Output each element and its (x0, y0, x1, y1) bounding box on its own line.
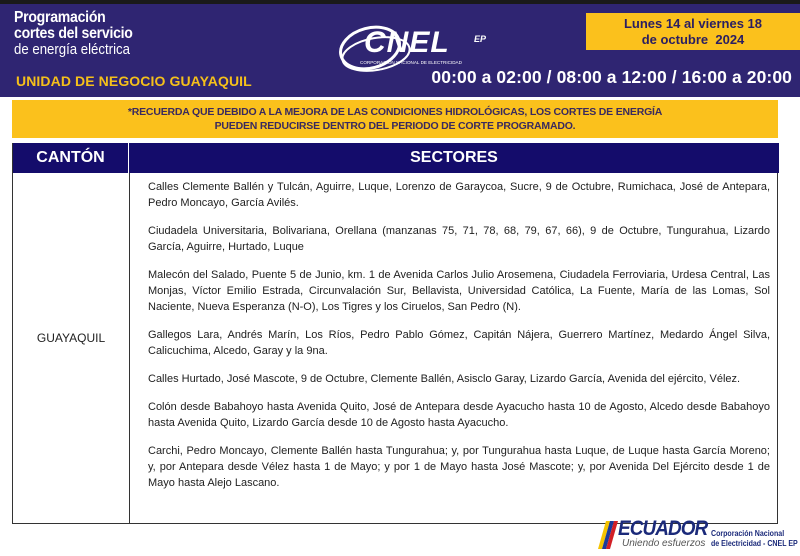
corporation-label (711, 529, 798, 549)
column-header-canton: CANTÓN (13, 143, 129, 173)
sector-item: Gallegos Lara, Andrés Marín, Los Ríos, Pedro Pablo Gómez, Capitán Nájera, Guerrero Martínez, Medardo Ángel Silva, Calicuchima, Alcedo, Garay y la 9na. (148, 329, 770, 357)
column-header-sectores: SECTORES (410, 149, 498, 166)
title-line-2: cortes del servicio (14, 25, 133, 42)
sector-item: Calles Clemente Ballén y Tulcán, Aguirre, Luque, Lorenzo de Garaycoa, Sucre, 9 de Octubre, Rumichaca, José de Antepara, Pedro Moncayo, García Avilés. (148, 181, 770, 209)
page-title (14, 10, 149, 58)
svg-text:CNEL: CNEL (364, 26, 450, 59)
sector-item: Carchi, Pedro Moncayo, Clemente Ballén hasta Tungurahua; y, por Tungurahua hasta Luque, de Luque hasta García Moreno; y, por Antepara desde Vélez hasta 1 de Mayo; y por 1 de Mayo hasta José Mascote; y, por Avenida Del Ejército desde 1 de Mayo hasta Alejo Lascano. (148, 445, 770, 489)
column-divider (129, 173, 130, 524)
svg-text:EP: EP (474, 34, 487, 44)
sector-item: Calles Hurtado, José Mascote, 9 de Octubre, Clemente Ballén, Asisclo Garay, Lizardo García, Avenida del ejército, Vélez. (148, 373, 741, 385)
corp-line-1: Corporación Nacional (711, 529, 785, 538)
ecuador-brand: ECUADOR (618, 517, 708, 540)
business-unit-label: UNIDAD DE NEGOCIO GUAYAQUIL (16, 73, 252, 89)
sectors-cell (148, 179, 770, 503)
table-header (13, 143, 779, 173)
date-range-box (586, 13, 800, 50)
date-line-1: Lunes 14 al viernes 18 (623, 16, 763, 31)
ecuador-flag-stripes-icon (598, 521, 618, 549)
title-line-1: Programación (14, 9, 106, 26)
title-line-3: de energía eléctrica (14, 41, 130, 58)
notice-line-1: *RECUERDA QUE DEBIDO A LA MEJORA DE LAS CONDICIONES HIDROLÓGICAS, LOS CORTES DE ENERGÍA (127, 106, 663, 118)
schedule-table (12, 143, 778, 524)
sector-item: Malecón del Salado, Puente 5 de Junio, km. 1 de Avenida Carlos Julio Arosemena, Ciudadela Ferroviaria, Urdesa Central, Las Monjas, Víctor Emilio Estrada, Circunvalación Sur, Bellavista, Universidad Católica, La Fuente, María de las Lomas, Sol Naciente, Nueva Esperanza (N-O), Los Tigres y los Ciruelos, San Pedro (N). (148, 269, 770, 313)
notice-banner (12, 100, 778, 138)
corp-line-2: de Electricidad - CNEL EP (711, 539, 798, 548)
date-line-2: de octubre 2024 (641, 32, 745, 47)
outage-hours: 00:00 a 02:00 / 08:00 a 12:00 / 16:00 a 20:00 (431, 67, 792, 87)
canton-cell: GUAYAQUIL (36, 331, 106, 345)
svg-text:CORPORACIÓN NACIONAL DE ELECTR: CORPORACIÓN NACIONAL DE ELECTRICIDAD (360, 60, 462, 65)
notice-line-2: PUEDEN REDUCIRSE DENTRO DEL PERIODO DE CORTE PROGRAMADO. (214, 120, 576, 132)
ecuador-slogan: Uniendo esfuerzos (622, 538, 706, 549)
sector-item: Colón desde Babahoyo hasta Avenida Quito, José de Antepara desde Ayacucho hasta 10 de Agosto, Alcedo desde Babahoyo hasta Avenida Quito, Lizardo García desde 10 de Agosto hasta Ayacucho. (148, 401, 770, 429)
sector-item: Ciudadela Universitaria, Bolivariana, Orellana (manzanas 75, 71, 78, 68, 79, 67, 66), 9 de Octubre, Tungurahua, Lizardo García, Aguirre, Hurtado, Luque (148, 225, 770, 253)
